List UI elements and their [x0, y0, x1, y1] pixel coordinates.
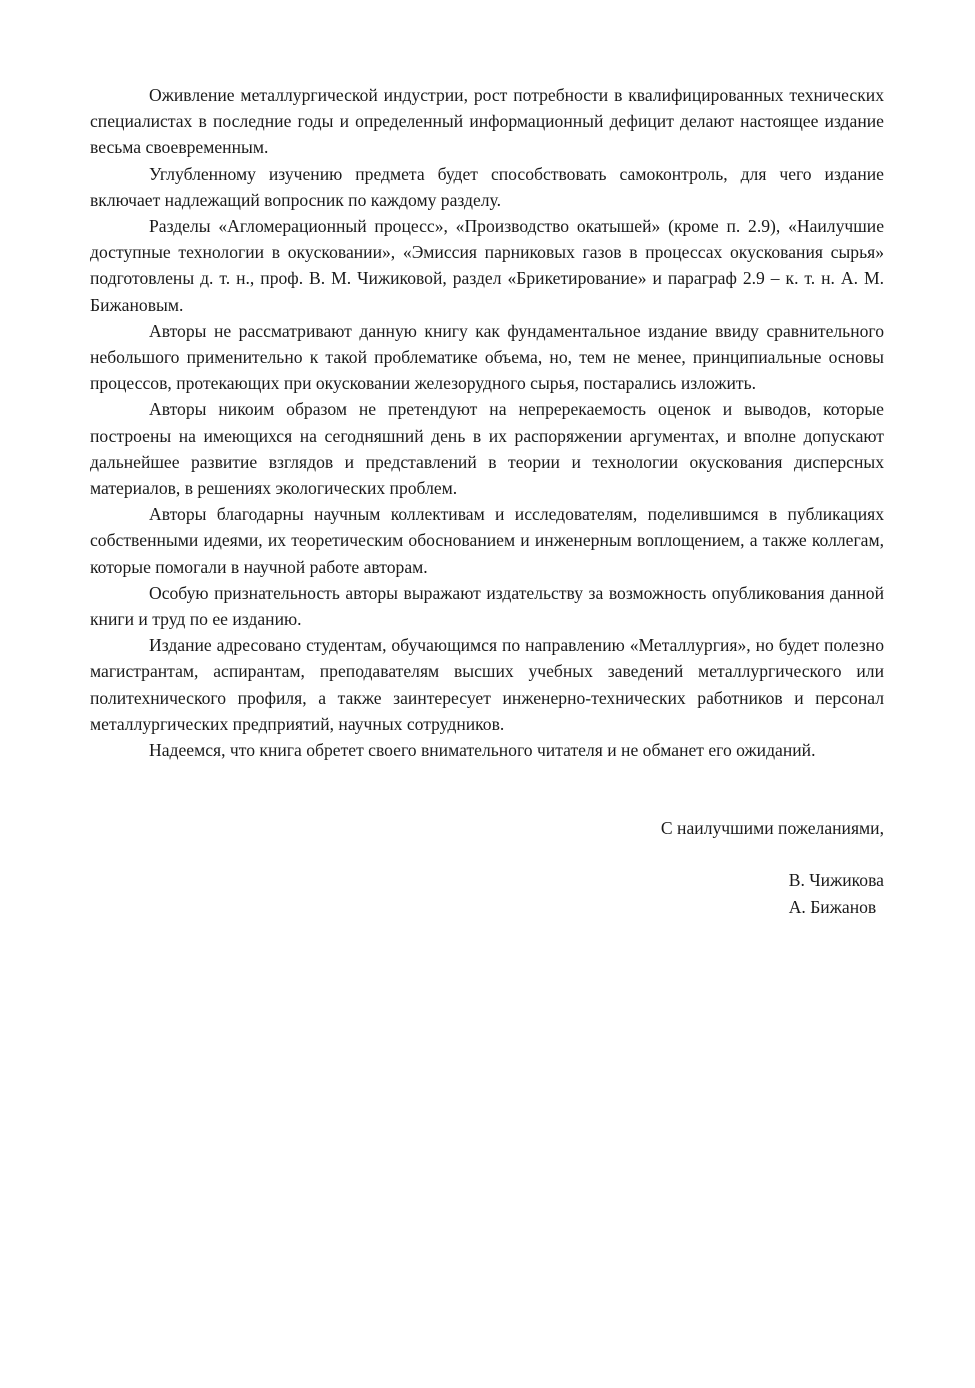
paragraph-3: Разделы «Агломерационный процесс», «Производство окатышей» (кроме п. 2.9), «Наилучшие доступные технологии в окусковании», «Эмиссия парниковых газов в процессах окускования сырья» подготовлены д. т. н., проф. В. М. Чижиковой, раздел «Брикетирование» и параграф 2.9 – к. т. н. А. М. Бижановым.	[90, 216, 884, 315]
preface-body	[90, 82, 884, 763]
paragraph-2: Углубленному изучению предмета будет способствовать самоконтроль, для чего издание включает надлежащий вопросник по каждому разделу.	[90, 163, 884, 210]
paragraph-6: Авторы благодарны научным коллективам и исследователям, поделившимся в публикациях собственными идеями, их теоретическим обоснованием и инженерным воплощением, а также коллегам, которые помогали в научной работе авторам.	[90, 504, 884, 577]
paragraph-8: Издание адресовано студентам, обучающимся по направлению «Металлургия», но будет полезно магистрантам, аспирантам, преподавателям высших учебных заведений металлургического или политехнического профиля, а также заинтересует инженерно-технических работников и персонал металлургических предприятий, научных сотрудников.	[90, 635, 884, 734]
paragraph-7: Особую признательность авторы выражают издательству за возможность опубликования данной книги и труд по ее изданию.	[90, 582, 884, 630]
signature-author-1: В. Чижикова	[788, 870, 884, 891]
signatures-block	[90, 867, 884, 919]
paragraph-9: Надеемся, что книга обретет своего внимательного читателя и не обманет его ожиданий.	[149, 740, 816, 761]
closing-salutation: С наилучшими пожеланиями,	[660, 818, 884, 839]
paragraph-5: Авторы никоим образом не претендуют на непререкаемость оценок и выводов, которые построены на имеющихся на сегодняшний день в их распоряжении аргументах, и вполне допускают дальнейшее развитие взглядов и представлений в теории и технологии окускования дисперсных материалов, в решениях экологических проблем.	[90, 399, 884, 499]
paragraph-4: Авторы не рассматривают данную книгу как фундаментальное издание ввиду сравнительного небольшого применительно к такой проблематике объема, но, тем не менее, принципиальные основы процессов, протекающих при окусковании железорудного сырья, постарались изложить.	[90, 320, 884, 394]
paragraph-1: Оживление металлургической индустрии, рост потребности в квалифицированных технических специалистах в последние годы и определенный информационный дефицит делают настоящее издание весьма своевременным.	[90, 85, 884, 158]
preface-page	[90, 82, 884, 920]
signature-author-2: А. Бижанов	[788, 896, 877, 917]
